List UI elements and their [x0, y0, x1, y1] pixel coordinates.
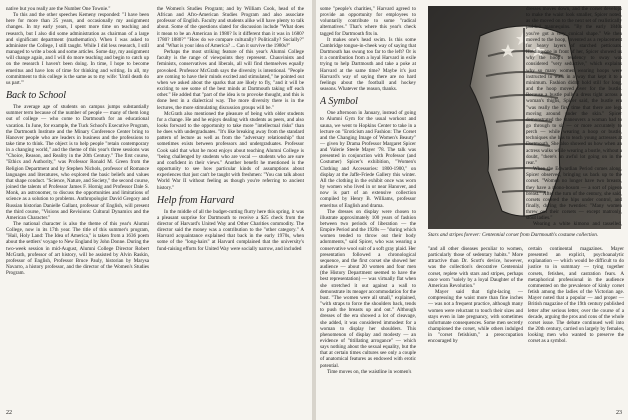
- paragraph: To this and the other speeches Kemeny responded: "I have been here for more than 25 years, and occasionally my assignment changes. In my early years, I spent more time on teaching and research, but I also did some administration as chairman of a large and significant department (mathematics). When I was asked to administer the College, I still taught. While I did less research, I still managed to write a book and some articles. Some day, my assignment will change again, and I will do more teaching and begin to catch up on the research I haven't been doing. In time, I hope to become emeritus and have lots of time for thinking and writing. In all, my commitment to this college is the same as to my wife: 'Until death do us part.'": [6, 12, 149, 86]
- right-column-4: [528, 246, 624, 396]
- paragraph: One afternoon in January, instead of going to Alumni Gym for the usual workout and sauna, we went to Hopkins Center to take in a lecture on "Eroticism and Fashion: The Corset and the Changing Image of Women's Beauty" — given by Drama Professor Margaret Spicer and Valerie Steele Mayer '78. The talk was presented in conjunction with Professor (and Costumer) Spicer's exhibition, "Women's Clothing and Accessories: 1800-1900," on display at the Jaffe-Friede Gallery this winter. All the clothing in the exhibit once was worn by women who lived in or near Hanover, and now is part of an extensive collection compiled by Henry B. Williams, professor emeritus of English and drama.: [320, 110, 416, 209]
- right-column-1: [320, 6, 416, 402]
- paragraph: some "people's charities," Harvard agreed to provide an opportunity for employees to voluntarily contribute to some "radical alternatives." That's where this year's check tagged for Dartmouth fits in.: [320, 6, 416, 37]
- page-number-right: 23: [616, 410, 622, 416]
- paragraph: In the middle of all the budget-cutting flurry here this spring, it was a pleasant surprise for Dartmouth to receive a $25 check from the director of Harvard's United Way and Other Charities commodity. The director said the money was a contribution to the "other category." A Harvard acquaintance explained that back in the early 1970s, when some of the "long-hairs" at Harvard complained that the university's fund-raising efforts for United Way were socially narrow, and included: [157, 208, 304, 252]
- left-column-1: [6, 6, 149, 402]
- paragraph: Time moves on, the waistline in women's: [327, 368, 412, 375]
- paragraph: "and all other diseases peculiar to women, particularly those of sedentary habits." More attractive than Dr. Scott's device, however, was the collection's decorative Centennial corset, replete with stars and stripes, perhaps once worn "solely by a loyal Daughter of the American Revolution.": [428, 246, 523, 289]
- section-heading-help-from-harvard: Help from Harvard: [157, 194, 235, 206]
- paragraph: certain continental magazines. Mayer presented an explicit, psychoanalytic explanation — which would be difficult to do justice to in summary — tying together corsets, fetishes, and castration fears. A metaphorical professional in the audience commented on the prevalence of kinky corset fetish among the ladies of the Victorian age. Mayer noted that a popular — and proper — British magazine of the 19th century published letter after serious letter, over the course of a decade, arguing the pros and cons of the whole corset issue. The debate continued well into the 20th century, carried on largely by females, looking men who wanted to preserve the corset as a symbol.: [528, 246, 624, 345]
- paragraph: the Women's Studies Program; and by William Cook, head of the African and Afro-American Studies Program and also associate professor of English. Faculty and students alike will have plenty to talk about. Some of the questions slated for discussion include "What does it mean to be an American in 1980? Is it different than it was in 1680? 1780? 1880?" "How do we compare culturally? Politically? Socially?" and "What is your idea of America? ... Can it survive the 1980s?": [157, 6, 304, 49]
- paragraph: dresses moves down, and the corset develops to make the waist look smaller, Spicer noted, as she moved on to the next set of realistically padded mannequins. "By the early 1840s you've got a very conical shape." We then moved to the hoop, invented as a replacement for heavy layers of starched petticoats. Holding one in front of her, Spicer showed us why the hoop's tendency to sway was considered "very seductive," which explains why so many women wearing hoops were instructed to walk in a way that kept it to a minimum. Fashion didn't hold still for long, and the hoop moved over for the bustle. Because a bustle pulls a dress tight across a woman's thighs, Spicer said, the bustle era "was really the first time that there are legs moving around under the skin." Spicer demonstrated the maneuvers a woman had to go through to sit — or more accurately to perch — while wearing a hoop or bustle, techniques she has to teach young actresses at Dartmouth. She also showed us how when an actress walks while wearing a bustle, without a doubt, "there's an awful lot going on in the rear.": [526, 6, 622, 166]
- paragraph: The dresses on display were chosen to illustrate approximately 100 years of fashion between two periods of liberation — the Empire Period and the 1920s — "during which women tended to throw out their body adornments," said Spicer, who was wearing a conservative wool suit of a soft gray plaid. Her presentation followed a chronological sequence, and the first corset she showed her audience — about 20 women and four men (the History Department seemed to have the best representation) — was virtually flat when she stretched it out against a wall to demonstrate its meager accommodation for the bust. "The women were all small," explained, "with straps to force the shoulders back, tends to push the breasts up and out." Although dresses of the era showed a lot of cleavage, she added, it was considered immodest for a woman to display her shoulders. This phenomenon of display and modesty — an evidence of "titillating arrogance" — which says nothing about the sexual equality, but the that at certain times cultures see only a couple of anatomical features as endowed with erotic potential.: [320, 208, 416, 369]
- right-column-3: [428, 246, 523, 396]
- paragraph: Mayer said that tight-lacing — compressing the waist more than fine inches — was not a frequent practice, although many women were reluctant to touch their sizes and stays even in late pregnancy, with sometimes unfortunate consequences. Some men secretly championed the corset, while others indulged in "corset fetishism," a preoccupation encouraged by: [428, 289, 523, 345]
- left-page: [0, 0, 312, 420]
- paragraph: It makes one's head swim. Is this some Cambridge tongue-in-cheek way of saying that Dartmouth has swung too far to the left? Or is it a contribution from a loyal Harvard in exile trying to help Dartmouth and take a poke at Harvard at the same time? Maybe it's just Harvard's way of saying there are no hard feelings about the football and hockey seasons. Whatever the reason, thanks.: [320, 36, 416, 93]
- page-number-left: 22: [6, 410, 12, 416]
- paragraph: native but you really are the Number One Townie.": [6, 6, 111, 12]
- paragraph: The national character is also the theme of this year's Alumni College, now in its 17th year. The title of this summer's program, "Hail, Holy Land: The Idea of America," is taken from a 1636 poem about the settlers' voyage to New England by John Donne. During the two-week session in mid-August, Alumni College Director Robert McGrath, professor of art history, will be assisted by Alvin Raskin, professor of English, Professor Bruce Pauly, historian by Marysa Navarro, a history professor, and the director of the Women's Studies Program.: [6, 221, 149, 277]
- paragraph: Wearing a white kimono and tasselled,: [533, 221, 622, 228]
- section-heading-a-symbol: A Symbol: [320, 96, 358, 108]
- photo-caption: Stars and stripes forever: Centennial corset from Dartmouth's costume collection.: [428, 232, 599, 238]
- paragraph: McGrath also mentioned the pleasure of being with older students for a change. He and he enjoys dealing with students as peers, and also looks forward to the opportunity to take more "intellectual risks" than he does with undergraduates. "It's like breaking away from the standard pattern of lecture as well as from the "adversary relationship" that sometimes exists between professors and undergraduates. Professor Cook said that what he most enjoys about teaching Alumni College is "being challenged by students who are vocal — students who are sure and confident in their views." Another benefit he mentioned is the opportunity to see how particular kinds of assumptions about experiences that just can't be taught with freshmen: "You can talk about World War II without feeling as though you're referring to ancient history.": [157, 110, 304, 191]
- left-column-2: [157, 6, 304, 402]
- paragraph: The average age of students on campus jumps substantially summer term because of the number of people — many of them long out of college — who come to Dartmouth for an educational vacation. In June, for example, the Tuck School's Executive Program, the Dartmouth Institute and the Minary Conference Center bring to Hanover people who are leaders in business and the professions to take time to think. The object is to help people "retain contemporary in a changing world," and the theme of this year's three sessions was "Choice, Reason, and Reality in the 20th Century." The first course, "Ethics and Authority," was Professor Ronald M. Green from the Religion Department and by Stephen Nichols, professor of Romance languages and literatures, who explored the basic beliefs and values that shape conduct. "Science, Nature, and Society," the second course, joined the talents of Professor James F. Hornig and Professor Dale S. Monk, an astronomer, to discuss the opportunities and limitations of science as a solution to problems. Anthropologist David Gregory and Russian historian Danielle Gallant, professor of English, will present the third course, "Visions and Revisions: Cultural Dynamics and the American Character.": [6, 104, 149, 221]
- section-heading-back-to-school: Back to School: [6, 90, 66, 102]
- right-column-2: [526, 6, 622, 228]
- paragraph: Perhaps the most striking feature of this year's Alumni College faculty is the range of viewpoints they represent. Chauvinists and feminists, conservatives and liberals, all will find themselves equally provoked. Professor McGrath says the diversity is intentional. "People are coming to have their minds excited and stimulated," he pointed out when we asked about the sparks that are likely to fly, "and it will be exciting to see some of the best minds at Dartmouth taking off each other." He added that "part of the idea is to provoke thought, and this is done best in a dialectical way. The more diversity there is in the lectures, the more stimulating discussion groups will be.": [157, 49, 304, 111]
- right-page: [316, 0, 628, 420]
- paragraph: When the Edwardian Period comes along, Spicer observed, bringing us back up to the corset. "Women no longer have two breasts, they have a mono-bosom — a sort of pigeon breast." After the turn of the century, she said, corsets covered the hips under control, and finally, during the twenties: "Many women threw out their corsets — except matronly, stout ladies.": [526, 166, 622, 222]
